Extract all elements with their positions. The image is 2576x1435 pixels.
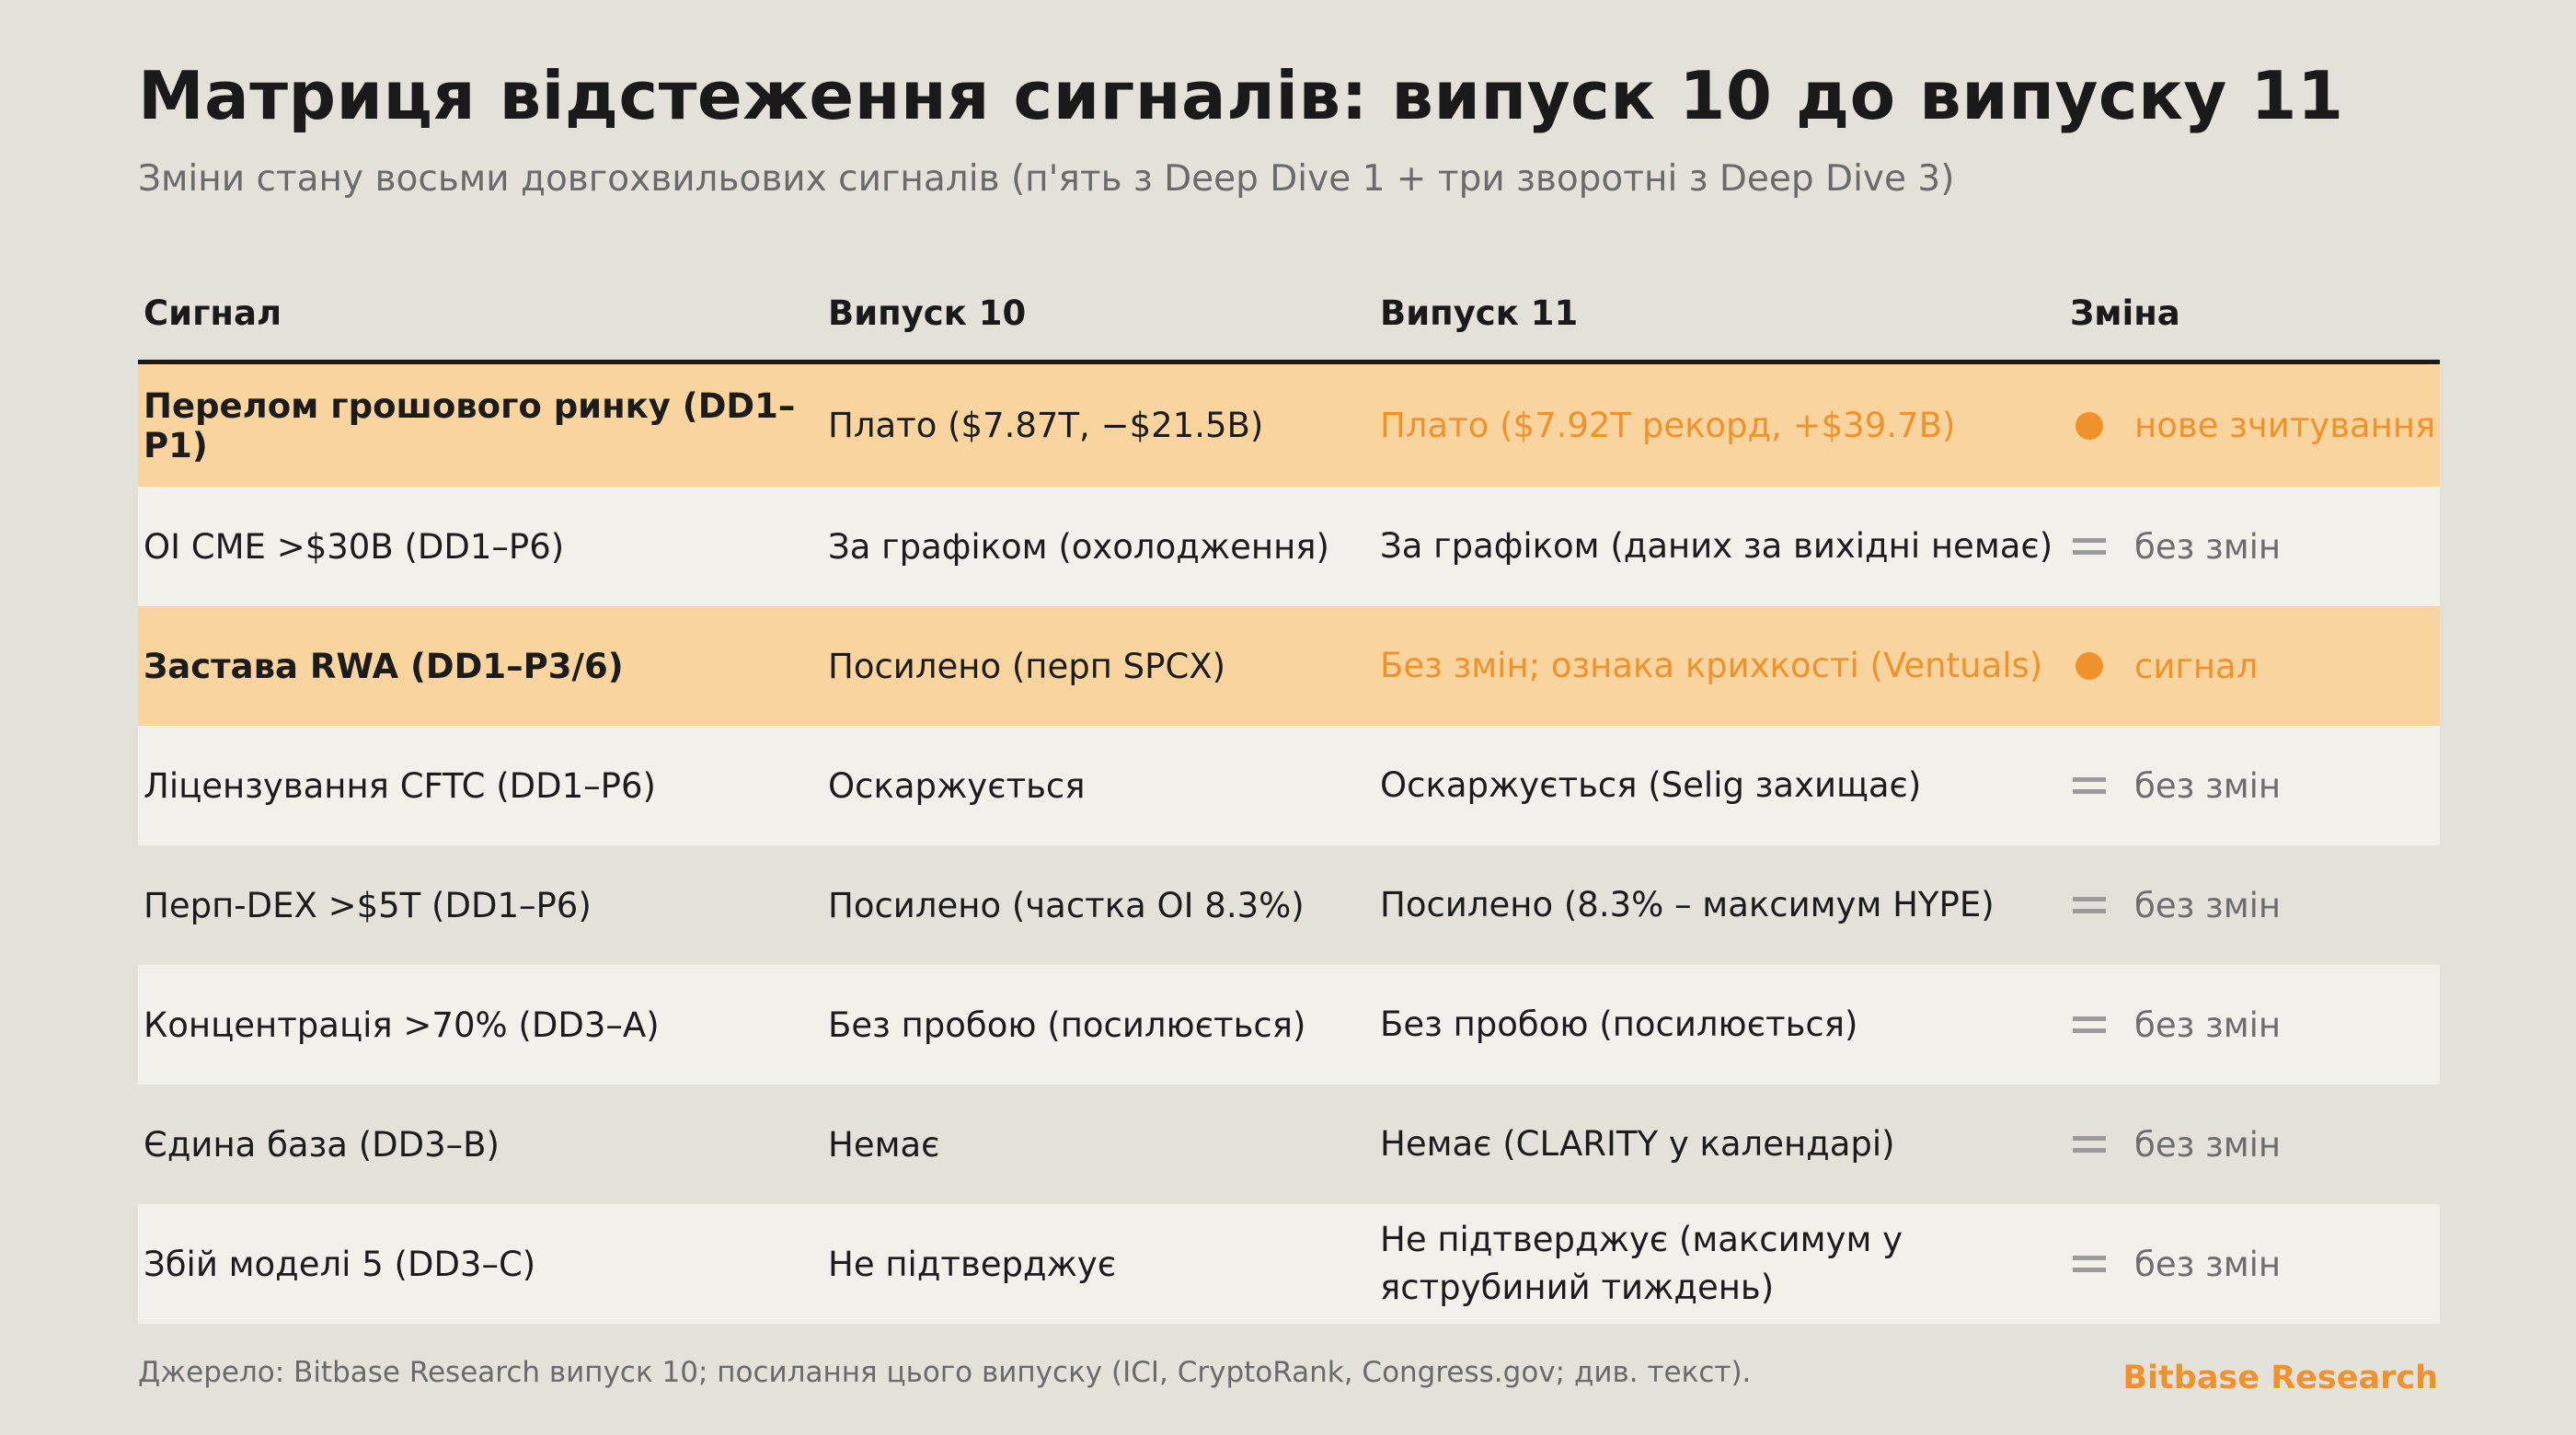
- signal-name: Перп-DEX >$5T (DD1–P6): [144, 885, 592, 925]
- header-issue10: Випуск 10: [828, 293, 1027, 333]
- brand-logo-text: Bitbase Research: [2122, 1360, 2438, 1396]
- signal-name: Застава RWA (DD1–P3/6): [144, 646, 624, 686]
- table-row: [138, 1085, 2440, 1204]
- header-signal: Сигнал: [144, 293, 282, 333]
- equals-icon: [2072, 538, 2107, 555]
- issue10-value: Посилено (перп SPCX): [828, 646, 1226, 686]
- issue11-value: Не підтверджує (максимум у яструбиний тиждень): [1380, 1220, 1903, 1307]
- change-cell: [2070, 527, 2281, 567]
- issue11-value: Оскаржується (Selig захищає): [1380, 765, 1922, 805]
- header-change: Зміна: [2070, 293, 2180, 333]
- dot-icon: [2072, 412, 2107, 440]
- change-label: сигнал: [2134, 646, 2259, 686]
- change-cell: [2070, 886, 2281, 925]
- source-note: Джерело: Bitbase Research випуск 10; посилання цього випуску (ICI, CryptoRank, Congress.gov; див. текст).: [138, 1356, 1752, 1389]
- signal-name: Перелом грошового ринку (DD1–P1): [144, 385, 796, 465]
- table-row: [138, 606, 2440, 726]
- header-issue11: Випуск 11: [1380, 293, 1579, 333]
- change-cell: [2070, 1125, 2281, 1165]
- change-label: без змін: [2134, 1124, 2282, 1165]
- issue11-value: Плато ($7.92T рекорд, +$39.7B): [1380, 405, 1956, 445]
- issue10-value: Немає: [828, 1124, 940, 1165]
- issue11-value: Без пробою (посилюється): [1380, 1004, 1858, 1044]
- change-label: без змін: [2134, 765, 2282, 806]
- issue10-value: За графіком (охолодження): [828, 526, 1329, 567]
- signal-name: Концентрація >70% (DD3–A): [144, 1004, 660, 1045]
- issue11-value: Без змін; ознака крихкості (Ventuals): [1380, 646, 2043, 685]
- equals-icon: [2072, 1016, 2107, 1033]
- signal-name: OI CME >$30B (DD1–P6): [144, 526, 565, 567]
- equals-icon: [2072, 1136, 2107, 1153]
- change-cell: [2070, 1005, 2281, 1045]
- change-cell: [2070, 1245, 2281, 1284]
- change-cell: [2070, 766, 2281, 806]
- change-cell: [2070, 647, 2258, 686]
- equals-icon: [2072, 1256, 2107, 1272]
- table-row: [138, 965, 2440, 1085]
- issue10-value: Не підтверджує: [828, 1244, 1117, 1284]
- signal-name: Збій моделі 5 (DD3–C): [144, 1244, 536, 1284]
- issue10-value: Плато ($7.87T, −$21.5B): [828, 406, 1264, 445]
- signal-table: [138, 267, 2440, 1324]
- issue11-value: Немає (CLARITY у календарі): [1380, 1124, 1895, 1164]
- signal-name: Ліцензування CFTC (DD1–P6): [144, 765, 656, 806]
- change-label: без змін: [2134, 885, 2282, 925]
- issue10-value: Посилено (частка OI 8.3%): [828, 885, 1305, 925]
- issue10-value: Без пробою (посилюється): [828, 1004, 1306, 1045]
- change-label: без змін: [2134, 1244, 2282, 1284]
- table-header: [138, 267, 2440, 364]
- page-title: Матриця відстеження сигналів: випуск 10 до випуску 11: [138, 57, 2344, 134]
- table-row: [138, 487, 2440, 606]
- change-label: без змін: [2134, 1004, 2282, 1045]
- table-row: [138, 845, 2440, 965]
- equals-icon: [2072, 897, 2107, 913]
- issue11-value: За графіком (даних за вихідні немає): [1380, 526, 2053, 566]
- issue11-value: Посилено (8.3% – максимум HYPE): [1380, 885, 1995, 924]
- signal-name: Єдина база (DD3–B): [144, 1124, 500, 1165]
- equals-icon: [2072, 777, 2107, 794]
- issue10-value: Оскаржується: [828, 765, 1086, 806]
- page-subtitle: Зміни стану восьми довгохвильових сигналів (п'ять з Deep Dive 1 + три зворотні з Deep Dive 3): [138, 158, 1955, 200]
- table-row: [138, 364, 2440, 487]
- change-label: нове зчитування: [2134, 406, 2436, 445]
- change-cell: [2070, 406, 2435, 445]
- table-row: [138, 726, 2440, 845]
- change-label: без змін: [2134, 526, 2282, 567]
- dot-icon: [2072, 652, 2107, 680]
- table-row: [138, 1204, 2440, 1324]
